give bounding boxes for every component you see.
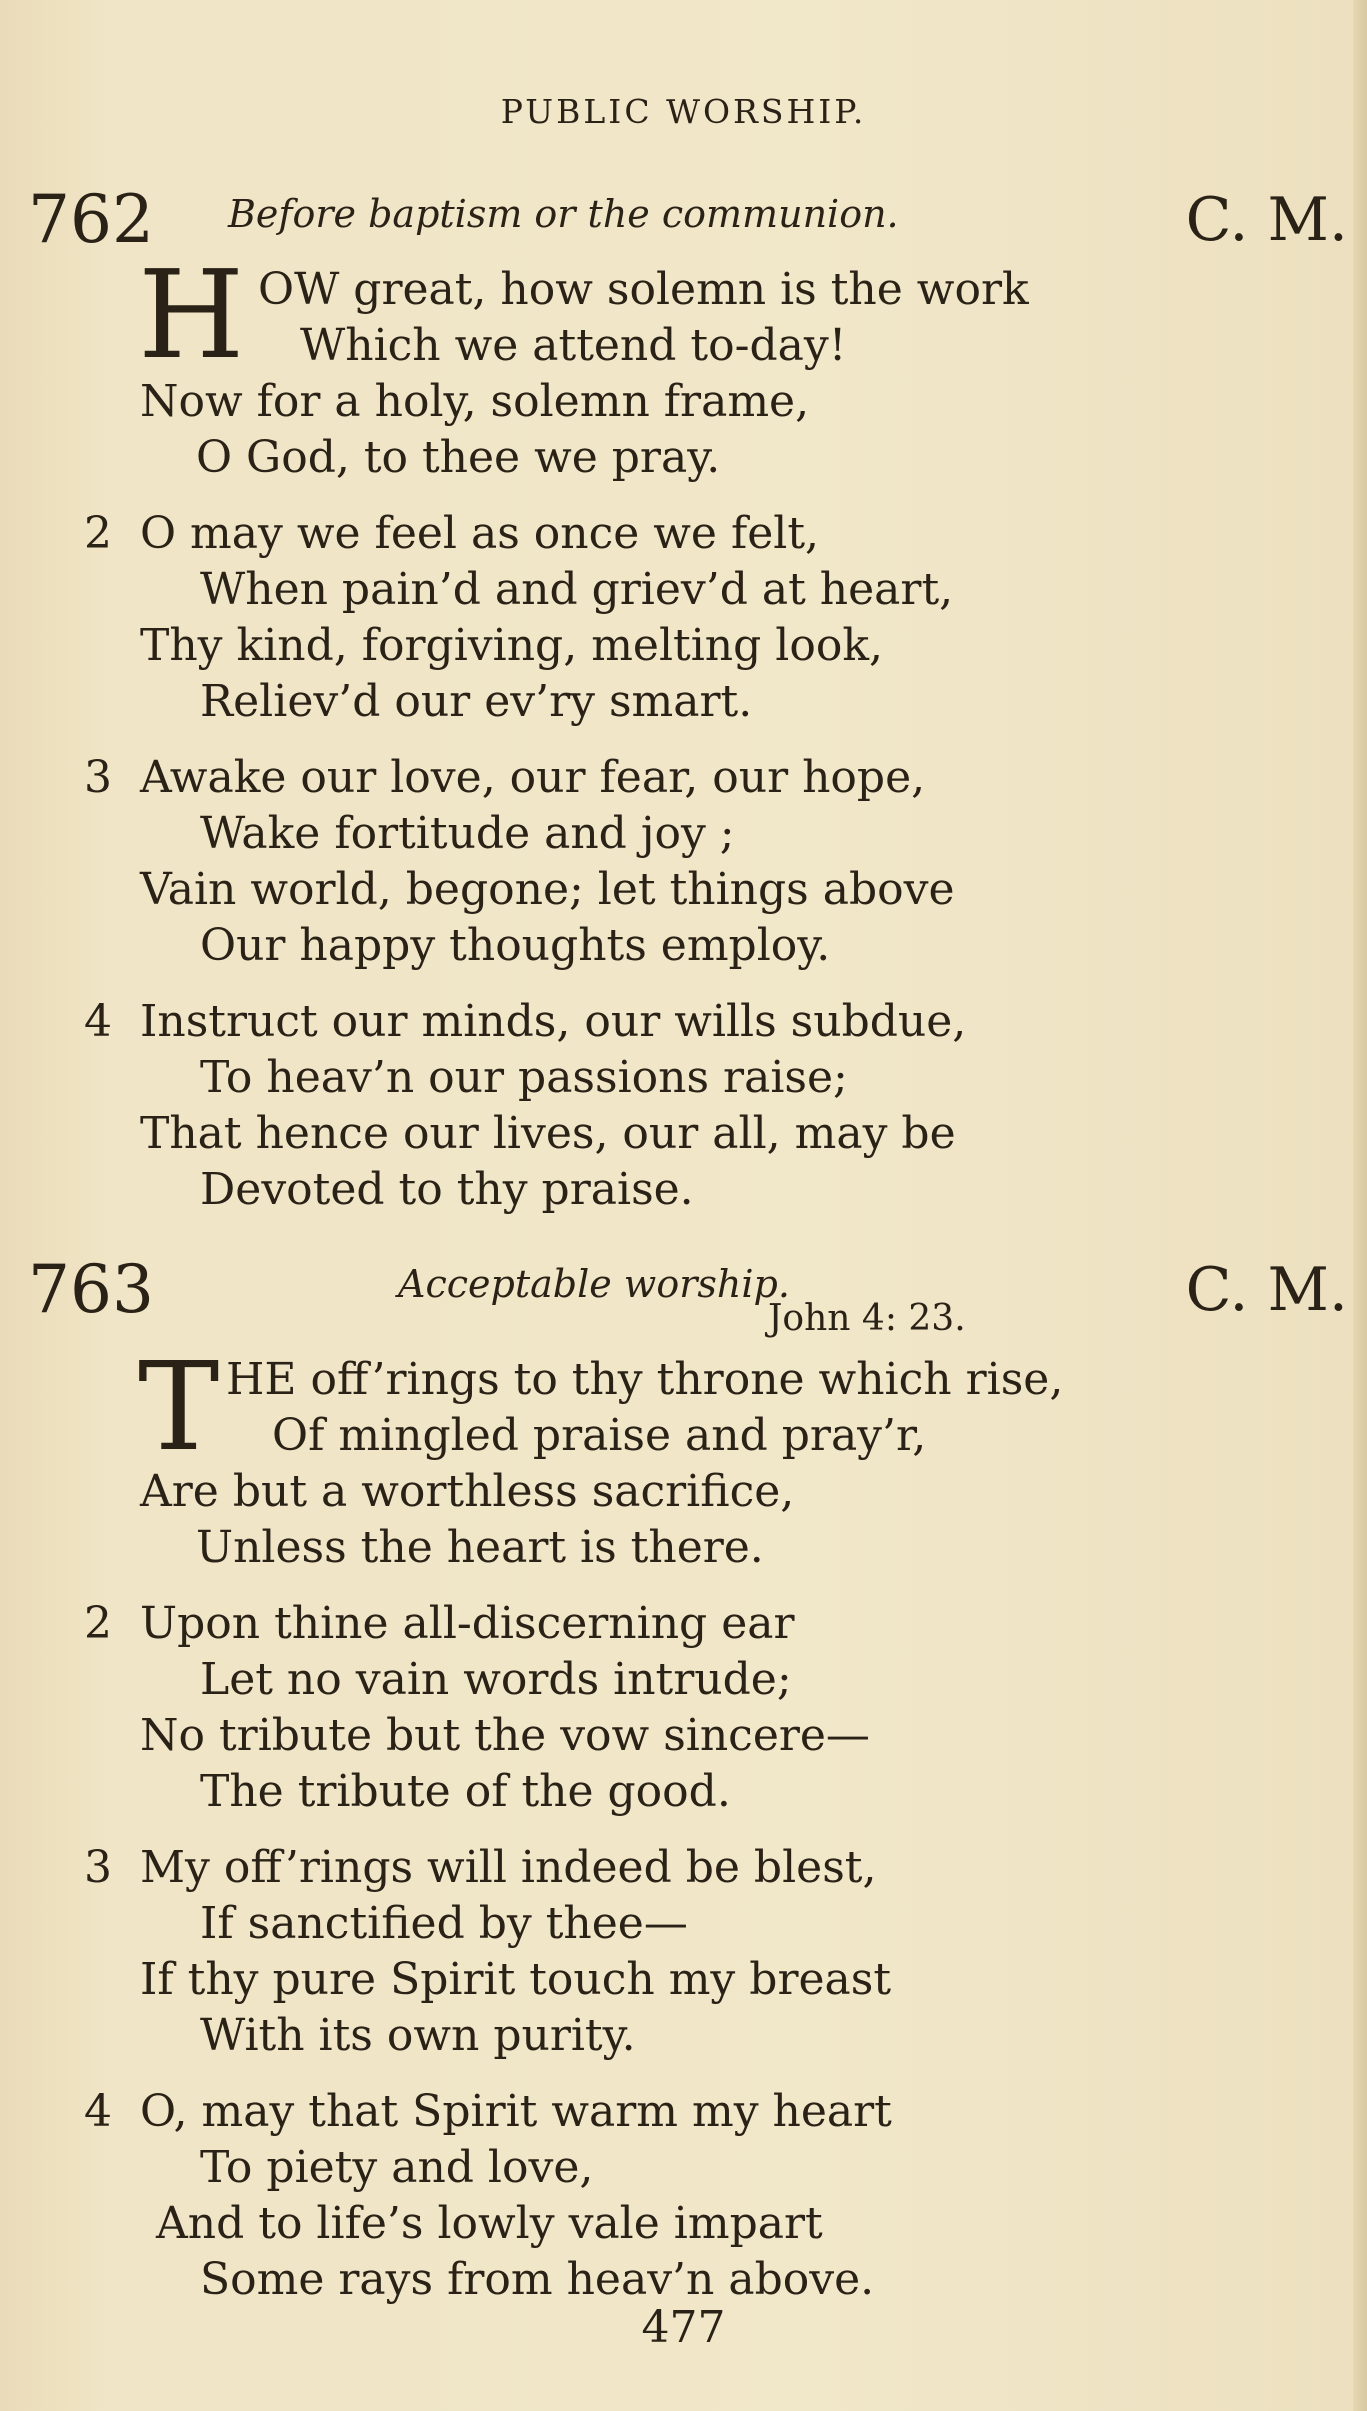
verse-line: Let no vain words intrude; [200,1654,792,1705]
hymn-title: Before baptism or the communion. [228,192,899,236]
verse-line: Some rays from heav’n above. [200,2254,875,2305]
hymn-meter: C. M. [1185,1255,1348,1325]
drop-cap: H [138,244,245,386]
hymn-meter: C. M. [1185,185,1348,255]
verse-line: That hence our lives, our all, may be [140,1108,956,1159]
verse-line: Instruct our minds, our wills subdue, [140,996,967,1047]
verse-line: My off’rings will indeed be blest, [140,1842,877,1893]
verse-line: Wake fortitude and joy ; [200,808,735,859]
verse-line: O God, to thee we pray. [196,432,721,483]
verse-number: 3 [84,1842,112,1893]
verse-number: 4 [84,2086,112,2137]
hymn-number: 762 [28,181,154,258]
verse-line: When pain’d and griev’d at heart, [200,564,954,615]
verse-line: If thy pure Spirit touch my breast [140,1954,892,2005]
verse-line: Which we attend to-day! [300,320,847,371]
drop-cap: T [138,1336,220,1478]
verse-line: Thy kind, forgiving, melting look, [140,620,883,671]
verse-line: No tribute but the vow sincere— [140,1710,870,1761]
verse-line: With its own purity. [200,2010,636,2061]
verse-number: 2 [84,1598,112,1649]
hymn-number: 763 [28,1251,154,1328]
verse-line: Reliev’d our ev’ry smart. [200,676,753,727]
verse-line: And to life’s lowly vale impart [156,2198,823,2249]
verse-line: O, may that Spirit warm my heart [140,2086,892,2137]
page-number: 477 [641,2302,726,2353]
verse-line: Devoted to thy praise. [200,1164,694,1215]
verse-line: If sanctified by thee— [200,1898,688,1949]
verse-line: Now for a holy, solemn frame, [140,376,810,427]
verse-line: The tribute of the good. [200,1766,731,1817]
running-head: PUBLIC WORSHIP. [500,92,867,131]
verse-line: Our happy thoughts employ. [200,920,831,971]
verse-line: Awake our love, our fear, our hope, [140,752,926,803]
verse-number: 4 [84,996,112,1047]
verse-line: To piety and love, [200,2142,594,2193]
verse-line: HE off’rings to thy throne which rise, [226,1354,1064,1405]
verse-line: O may we feel as once we felt, [140,508,820,559]
verse-number: 3 [84,752,112,803]
page-edge [1353,0,1367,2411]
hymn-title: Acceptable worship. [398,1262,790,1306]
verse-line: To heav’n our passions raise; [200,1052,848,1103]
verse-line: Of mingled praise and pray’r, [272,1410,927,1461]
verse-line: Upon thine all-discerning ear [140,1598,795,1649]
scripture-reference: John 4: 23. [768,1298,966,1339]
verse-line: Vain world, begone; let things above [140,864,955,915]
verse-line: Unless the heart is there. [196,1522,764,1573]
verse-number: 2 [84,508,112,559]
verse-line: Are but a worthless sacrifice, [140,1466,795,1517]
hymn-header-763 [28,1250,1348,1339]
verse-line: OW great, how solemn is the work [258,264,1029,315]
